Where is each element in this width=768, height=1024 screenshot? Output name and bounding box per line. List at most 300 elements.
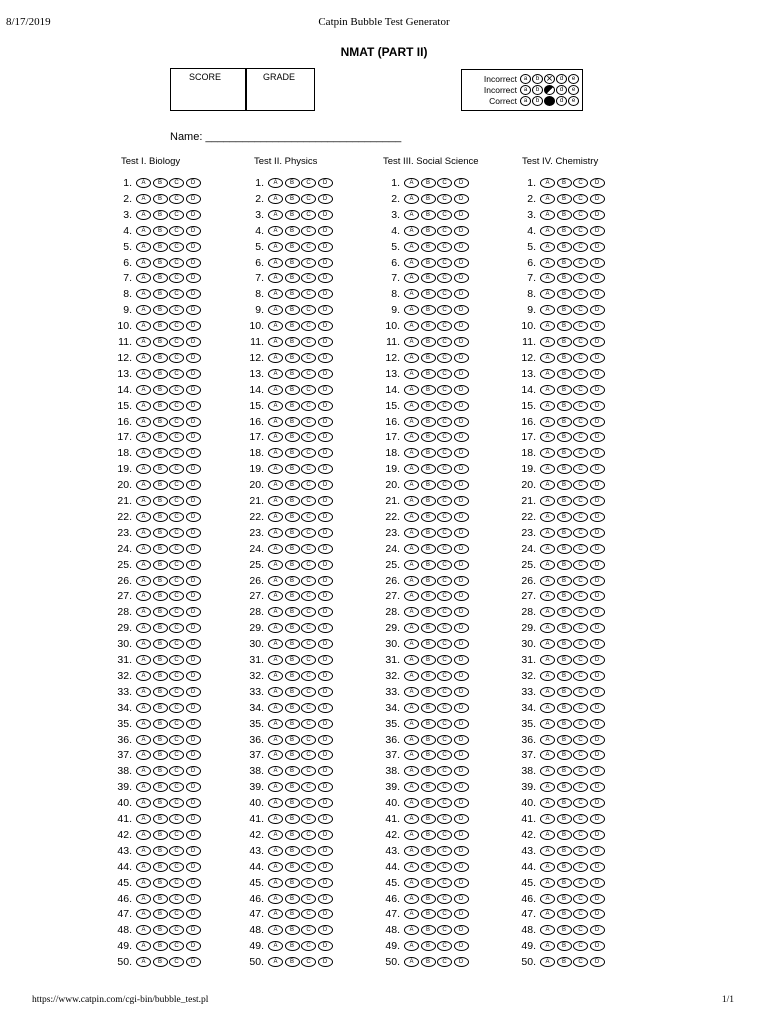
answer-bubble-a[interactable]: A xyxy=(404,607,419,617)
answer-bubble-c[interactable]: C xyxy=(573,894,588,904)
answer-bubble-d[interactable]: D xyxy=(590,750,605,760)
answer-bubble-d[interactable]: D xyxy=(318,560,333,570)
answer-bubble-b[interactable]: B xyxy=(153,226,168,236)
answer-bubble-c[interactable]: C xyxy=(437,703,452,713)
answer-bubble-b[interactable]: B xyxy=(153,544,168,554)
answer-bubble-d[interactable]: D xyxy=(186,178,201,188)
answer-bubble-c[interactable]: C xyxy=(169,194,184,204)
answer-bubble-b[interactable]: B xyxy=(557,385,572,395)
answer-bubble-b[interactable]: B xyxy=(557,846,572,856)
answer-bubble-a[interactable]: A xyxy=(136,719,151,729)
answer-bubble-c[interactable]: C xyxy=(437,353,452,363)
answer-bubble-a[interactable]: A xyxy=(268,242,283,252)
answer-bubble-c[interactable]: C xyxy=(301,353,316,363)
answer-bubble-b[interactable]: B xyxy=(421,178,436,188)
answer-bubble-a[interactable]: A xyxy=(404,703,419,713)
answer-bubble-c[interactable]: C xyxy=(573,639,588,649)
answer-bubble-a[interactable]: A xyxy=(136,894,151,904)
answer-bubble-b[interactable]: B xyxy=(557,464,572,474)
answer-bubble-b[interactable]: B xyxy=(557,305,572,315)
answer-bubble-a[interactable]: A xyxy=(404,576,419,586)
answer-bubble-d[interactable]: D xyxy=(590,496,605,506)
answer-bubble-b[interactable]: B xyxy=(557,798,572,808)
answer-bubble-c[interactable]: C xyxy=(301,719,316,729)
answer-bubble-c[interactable]: C xyxy=(169,957,184,967)
answer-bubble-c[interactable]: C xyxy=(301,496,316,506)
answer-bubble-b[interactable]: B xyxy=(557,448,572,458)
answer-bubble-c[interactable]: C xyxy=(573,687,588,697)
answer-bubble-c[interactable]: C xyxy=(169,464,184,474)
answer-bubble-c[interactable]: C xyxy=(573,798,588,808)
answer-bubble-b[interactable]: B xyxy=(421,512,436,522)
answer-bubble-a[interactable]: A xyxy=(540,432,555,442)
answer-bubble-c[interactable]: C xyxy=(437,401,452,411)
answer-bubble-a[interactable]: A xyxy=(268,337,283,347)
answer-bubble-d[interactable]: D xyxy=(590,194,605,204)
answer-bubble-b[interactable]: B xyxy=(285,369,300,379)
answer-bubble-a[interactable]: A xyxy=(268,512,283,522)
answer-bubble-d[interactable]: D xyxy=(454,735,469,745)
answer-bubble-a[interactable]: A xyxy=(268,766,283,776)
answer-bubble-b[interactable]: B xyxy=(421,623,436,633)
answer-bubble-d[interactable]: D xyxy=(186,512,201,522)
answer-bubble-b[interactable]: B xyxy=(285,560,300,570)
answer-bubble-d[interactable]: D xyxy=(454,448,469,458)
answer-bubble-b[interactable]: B xyxy=(421,432,436,442)
answer-bubble-d[interactable]: D xyxy=(454,210,469,220)
answer-bubble-a[interactable]: A xyxy=(268,544,283,554)
answer-bubble-b[interactable]: B xyxy=(421,528,436,538)
answer-bubble-a[interactable]: A xyxy=(540,369,555,379)
answer-bubble-a[interactable]: A xyxy=(404,623,419,633)
answer-bubble-c[interactable]: C xyxy=(437,719,452,729)
answer-bubble-c[interactable]: C xyxy=(301,576,316,586)
answer-bubble-d[interactable]: D xyxy=(454,623,469,633)
answer-bubble-a[interactable]: A xyxy=(404,735,419,745)
answer-bubble-c[interactable]: C xyxy=(437,210,452,220)
answer-bubble-b[interactable]: B xyxy=(421,798,436,808)
answer-bubble-c[interactable]: C xyxy=(437,544,452,554)
answer-bubble-d[interactable]: D xyxy=(318,353,333,363)
answer-bubble-b[interactable]: B xyxy=(153,957,168,967)
answer-bubble-b[interactable]: B xyxy=(421,226,436,236)
answer-bubble-b[interactable]: B xyxy=(285,655,300,665)
answer-bubble-a[interactable]: A xyxy=(540,957,555,967)
answer-bubble-b[interactable]: B xyxy=(421,941,436,951)
answer-bubble-c[interactable]: C xyxy=(573,560,588,570)
answer-bubble-b[interactable]: B xyxy=(557,369,572,379)
answer-bubble-d[interactable]: D xyxy=(186,655,201,665)
answer-bubble-a[interactable]: A xyxy=(268,210,283,220)
answer-bubble-b[interactable]: B xyxy=(285,671,300,681)
answer-bubble-c[interactable]: C xyxy=(301,925,316,935)
answer-bubble-d[interactable]: D xyxy=(454,464,469,474)
answer-bubble-c[interactable]: C xyxy=(169,719,184,729)
answer-bubble-b[interactable]: B xyxy=(153,432,168,442)
answer-bubble-a[interactable]: A xyxy=(268,719,283,729)
answer-bubble-b[interactable]: B xyxy=(421,830,436,840)
answer-bubble-b[interactable]: B xyxy=(285,353,300,363)
answer-bubble-c[interactable]: C xyxy=(169,798,184,808)
answer-bubble-c[interactable]: C xyxy=(573,655,588,665)
answer-bubble-a[interactable]: A xyxy=(136,528,151,538)
answer-bubble-d[interactable]: D xyxy=(590,607,605,617)
answer-bubble-d[interactable]: D xyxy=(454,432,469,442)
answer-bubble-a[interactable]: A xyxy=(136,432,151,442)
answer-bubble-b[interactable]: B xyxy=(421,591,436,601)
answer-bubble-a[interactable]: A xyxy=(540,687,555,697)
answer-bubble-a[interactable]: A xyxy=(540,846,555,856)
answer-bubble-c[interactable]: C xyxy=(573,528,588,538)
answer-bubble-c[interactable]: C xyxy=(301,671,316,681)
answer-bubble-d[interactable]: D xyxy=(318,846,333,856)
answer-bubble-a[interactable]: A xyxy=(540,766,555,776)
answer-bubble-b[interactable]: B xyxy=(421,703,436,713)
answer-bubble-b[interactable]: B xyxy=(153,385,168,395)
answer-bubble-b[interactable]: B xyxy=(153,830,168,840)
answer-bubble-b[interactable]: B xyxy=(153,337,168,347)
answer-bubble-b[interactable]: B xyxy=(557,512,572,522)
answer-bubble-b[interactable]: B xyxy=(285,242,300,252)
answer-bubble-a[interactable]: A xyxy=(540,862,555,872)
answer-bubble-c[interactable]: C xyxy=(301,591,316,601)
answer-bubble-d[interactable]: D xyxy=(454,862,469,872)
answer-bubble-b[interactable]: B xyxy=(153,623,168,633)
answer-bubble-b[interactable]: B xyxy=(421,544,436,554)
answer-bubble-a[interactable]: A xyxy=(136,448,151,458)
answer-bubble-b[interactable]: B xyxy=(153,496,168,506)
answer-bubble-b[interactable]: B xyxy=(285,210,300,220)
answer-bubble-a[interactable]: A xyxy=(540,623,555,633)
answer-bubble-b[interactable]: B xyxy=(421,273,436,283)
answer-bubble-d[interactable]: D xyxy=(590,544,605,554)
answer-bubble-a[interactable]: A xyxy=(136,210,151,220)
answer-bubble-a[interactable]: A xyxy=(540,480,555,490)
answer-bubble-c[interactable]: C xyxy=(573,258,588,268)
answer-bubble-d[interactable]: D xyxy=(318,401,333,411)
answer-bubble-a[interactable]: A xyxy=(136,242,151,252)
answer-bubble-d[interactable]: D xyxy=(454,194,469,204)
answer-bubble-c[interactable]: C xyxy=(573,878,588,888)
answer-bubble-b[interactable]: B xyxy=(421,814,436,824)
answer-bubble-a[interactable]: A xyxy=(404,432,419,442)
answer-bubble-b[interactable]: B xyxy=(421,639,436,649)
answer-bubble-b[interactable]: B xyxy=(285,194,300,204)
answer-bubble-c[interactable]: C xyxy=(301,560,316,570)
answer-bubble-b[interactable]: B xyxy=(285,401,300,411)
answer-bubble-d[interactable]: D xyxy=(590,178,605,188)
answer-bubble-b[interactable]: B xyxy=(285,719,300,729)
answer-bubble-c[interactable]: C xyxy=(437,878,452,888)
answer-bubble-b[interactable]: B xyxy=(285,957,300,967)
answer-bubble-b[interactable]: B xyxy=(153,798,168,808)
answer-bubble-c[interactable]: C xyxy=(573,591,588,601)
answer-bubble-a[interactable]: A xyxy=(268,273,283,283)
answer-bubble-c[interactable]: C xyxy=(437,830,452,840)
answer-bubble-d[interactable]: D xyxy=(318,735,333,745)
answer-bubble-b[interactable]: B xyxy=(285,735,300,745)
answer-bubble-a[interactable]: A xyxy=(268,591,283,601)
answer-bubble-b[interactable]: B xyxy=(153,369,168,379)
answer-bubble-b[interactable]: B xyxy=(285,623,300,633)
answer-bubble-a[interactable]: A xyxy=(136,337,151,347)
answer-bubble-b[interactable]: B xyxy=(557,766,572,776)
answer-bubble-d[interactable]: D xyxy=(318,369,333,379)
answer-bubble-c[interactable]: C xyxy=(301,417,316,427)
answer-bubble-b[interactable]: B xyxy=(285,544,300,554)
answer-bubble-d[interactable]: D xyxy=(454,385,469,395)
answer-bubble-d[interactable]: D xyxy=(590,878,605,888)
answer-bubble-c[interactable]: C xyxy=(301,798,316,808)
answer-bubble-d[interactable]: D xyxy=(590,687,605,697)
answer-bubble-a[interactable]: A xyxy=(404,798,419,808)
answer-bubble-d[interactable]: D xyxy=(186,894,201,904)
answer-bubble-d[interactable]: D xyxy=(318,719,333,729)
answer-bubble-a[interactable]: A xyxy=(268,401,283,411)
answer-bubble-a[interactable]: A xyxy=(268,607,283,617)
answer-bubble-c[interactable]: C xyxy=(169,607,184,617)
answer-bubble-b[interactable]: B xyxy=(421,242,436,252)
answer-bubble-c[interactable]: C xyxy=(169,782,184,792)
answer-bubble-d[interactable]: D xyxy=(454,687,469,697)
answer-bubble-a[interactable]: A xyxy=(268,909,283,919)
answer-bubble-c[interactable]: C xyxy=(169,385,184,395)
answer-bubble-c[interactable]: C xyxy=(573,448,588,458)
answer-bubble-c[interactable]: C xyxy=(573,925,588,935)
answer-bubble-b[interactable]: B xyxy=(285,925,300,935)
answer-bubble-a[interactable]: A xyxy=(136,846,151,856)
answer-bubble-c[interactable]: C xyxy=(301,528,316,538)
answer-bubble-d[interactable]: D xyxy=(590,846,605,856)
answer-bubble-c[interactable]: C xyxy=(573,623,588,633)
answer-bubble-b[interactable]: B xyxy=(153,639,168,649)
answer-bubble-a[interactable]: A xyxy=(404,671,419,681)
answer-bubble-b[interactable]: B xyxy=(285,337,300,347)
answer-bubble-d[interactable]: D xyxy=(454,909,469,919)
answer-bubble-d[interactable]: D xyxy=(318,623,333,633)
answer-bubble-a[interactable]: A xyxy=(540,528,555,538)
answer-bubble-d[interactable]: D xyxy=(318,385,333,395)
answer-bubble-d[interactable]: D xyxy=(454,798,469,808)
answer-bubble-a[interactable]: A xyxy=(404,210,419,220)
answer-bubble-c[interactable]: C xyxy=(437,464,452,474)
answer-bubble-a[interactable]: A xyxy=(540,273,555,283)
answer-bubble-c[interactable]: C xyxy=(573,464,588,474)
answer-bubble-d[interactable]: D xyxy=(186,337,201,347)
answer-bubble-d[interactable]: D xyxy=(590,655,605,665)
answer-bubble-a[interactable]: A xyxy=(268,878,283,888)
answer-bubble-c[interactable]: C xyxy=(301,846,316,856)
answer-bubble-c[interactable]: C xyxy=(573,321,588,331)
answer-bubble-d[interactable]: D xyxy=(454,480,469,490)
answer-bubble-d[interactable]: D xyxy=(590,353,605,363)
answer-bubble-c[interactable]: C xyxy=(437,480,452,490)
answer-bubble-d[interactable]: D xyxy=(454,846,469,856)
answer-bubble-a[interactable]: A xyxy=(136,878,151,888)
answer-bubble-d[interactable]: D xyxy=(318,194,333,204)
answer-bubble-a[interactable]: A xyxy=(404,337,419,347)
answer-bubble-d[interactable]: D xyxy=(318,496,333,506)
answer-bubble-a[interactable]: A xyxy=(404,782,419,792)
answer-bubble-b[interactable]: B xyxy=(285,496,300,506)
answer-bubble-a[interactable]: A xyxy=(404,528,419,538)
answer-bubble-b[interactable]: B xyxy=(153,735,168,745)
answer-bubble-b[interactable]: B xyxy=(421,687,436,697)
answer-bubble-c[interactable]: C xyxy=(573,289,588,299)
answer-bubble-b[interactable]: B xyxy=(421,464,436,474)
answer-bubble-b[interactable]: B xyxy=(285,258,300,268)
answer-bubble-c[interactable]: C xyxy=(301,814,316,824)
answer-bubble-a[interactable]: A xyxy=(404,862,419,872)
answer-bubble-c[interactable]: C xyxy=(573,496,588,506)
answer-bubble-d[interactable]: D xyxy=(454,655,469,665)
answer-bubble-a[interactable]: A xyxy=(540,289,555,299)
answer-bubble-c[interactable]: C xyxy=(169,432,184,442)
answer-bubble-a[interactable]: A xyxy=(136,417,151,427)
answer-bubble-b[interactable]: B xyxy=(153,194,168,204)
answer-bubble-c[interactable]: C xyxy=(437,178,452,188)
answer-bubble-c[interactable]: C xyxy=(573,194,588,204)
answer-bubble-c[interactable]: C xyxy=(169,528,184,538)
answer-bubble-b[interactable]: B xyxy=(285,703,300,713)
answer-bubble-d[interactable]: D xyxy=(590,591,605,601)
answer-bubble-c[interactable]: C xyxy=(437,321,452,331)
answer-bubble-b[interactable]: B xyxy=(153,846,168,856)
answer-bubble-a[interactable]: A xyxy=(404,369,419,379)
answer-bubble-a[interactable]: A xyxy=(404,480,419,490)
answer-bubble-c[interactable]: C xyxy=(573,703,588,713)
answer-bubble-d[interactable]: D xyxy=(454,369,469,379)
answer-bubble-c[interactable]: C xyxy=(437,448,452,458)
answer-bubble-a[interactable]: A xyxy=(540,782,555,792)
answer-bubble-b[interactable]: B xyxy=(421,448,436,458)
answer-bubble-b[interactable]: B xyxy=(153,480,168,490)
answer-bubble-b[interactable]: B xyxy=(153,671,168,681)
answer-bubble-b[interactable]: B xyxy=(153,560,168,570)
answer-bubble-d[interactable]: D xyxy=(186,607,201,617)
answer-bubble-a[interactable]: A xyxy=(540,750,555,760)
answer-bubble-b[interactable]: B xyxy=(153,258,168,268)
answer-bubble-c[interactable]: C xyxy=(169,289,184,299)
answer-bubble-c[interactable]: C xyxy=(301,432,316,442)
answer-bubble-a[interactable]: A xyxy=(136,687,151,697)
answer-bubble-a[interactable]: A xyxy=(268,417,283,427)
answer-bubble-b[interactable]: B xyxy=(421,766,436,776)
answer-bubble-b[interactable]: B xyxy=(285,305,300,315)
answer-bubble-a[interactable]: A xyxy=(268,289,283,299)
answer-bubble-b[interactable]: B xyxy=(153,401,168,411)
answer-bubble-a[interactable]: A xyxy=(404,464,419,474)
answer-bubble-d[interactable]: D xyxy=(590,862,605,872)
answer-bubble-d[interactable]: D xyxy=(454,353,469,363)
answer-bubble-a[interactable]: A xyxy=(136,862,151,872)
answer-bubble-d[interactable]: D xyxy=(186,305,201,315)
answer-bubble-d[interactable]: D xyxy=(318,417,333,427)
answer-bubble-a[interactable]: A xyxy=(540,798,555,808)
answer-bubble-d[interactable]: D xyxy=(590,894,605,904)
answer-bubble-c[interactable]: C xyxy=(573,273,588,283)
answer-bubble-d[interactable]: D xyxy=(590,576,605,586)
answer-bubble-b[interactable]: B xyxy=(285,576,300,586)
answer-bubble-b[interactable]: B xyxy=(153,941,168,951)
answer-bubble-c[interactable]: C xyxy=(437,258,452,268)
answer-bubble-d[interactable]: D xyxy=(318,432,333,442)
answer-bubble-b[interactable]: B xyxy=(421,305,436,315)
answer-bubble-b[interactable]: B xyxy=(285,448,300,458)
answer-bubble-a[interactable]: A xyxy=(268,178,283,188)
answer-bubble-a[interactable]: A xyxy=(136,178,151,188)
answer-bubble-b[interactable]: B xyxy=(153,353,168,363)
answer-bubble-b[interactable]: B xyxy=(153,878,168,888)
answer-bubble-b[interactable]: B xyxy=(153,576,168,586)
answer-bubble-d[interactable]: D xyxy=(186,878,201,888)
answer-bubble-b[interactable]: B xyxy=(421,496,436,506)
answer-bubble-c[interactable]: C xyxy=(169,448,184,458)
answer-bubble-c[interactable]: C xyxy=(301,242,316,252)
answer-bubble-b[interactable]: B xyxy=(557,258,572,268)
answer-bubble-b[interactable]: B xyxy=(557,687,572,697)
answer-bubble-d[interactable]: D xyxy=(186,814,201,824)
answer-bubble-a[interactable]: A xyxy=(268,894,283,904)
answer-bubble-d[interactable]: D xyxy=(318,798,333,808)
answer-bubble-b[interactable]: B xyxy=(557,591,572,601)
answer-bubble-d[interactable]: D xyxy=(186,226,201,236)
answer-bubble-c[interactable]: C xyxy=(301,639,316,649)
answer-bubble-c[interactable]: C xyxy=(437,576,452,586)
answer-bubble-a[interactable]: A xyxy=(136,464,151,474)
answer-bubble-d[interactable]: D xyxy=(318,655,333,665)
answer-bubble-a[interactable]: A xyxy=(540,305,555,315)
answer-bubble-c[interactable]: C xyxy=(169,480,184,490)
answer-bubble-c[interactable]: C xyxy=(573,607,588,617)
answer-bubble-b[interactable]: B xyxy=(421,337,436,347)
answer-bubble-b[interactable]: B xyxy=(285,273,300,283)
answer-bubble-b[interactable]: B xyxy=(421,289,436,299)
answer-bubble-b[interactable]: B xyxy=(421,194,436,204)
answer-bubble-a[interactable]: A xyxy=(404,894,419,904)
answer-bubble-d[interactable]: D xyxy=(590,210,605,220)
answer-bubble-c[interactable]: C xyxy=(573,735,588,745)
answer-bubble-c[interactable]: C xyxy=(169,496,184,506)
answer-bubble-a[interactable]: A xyxy=(136,639,151,649)
answer-bubble-c[interactable]: C xyxy=(169,814,184,824)
answer-bubble-d[interactable]: D xyxy=(454,242,469,252)
answer-bubble-a[interactable]: A xyxy=(136,607,151,617)
answer-bubble-a[interactable]: A xyxy=(136,655,151,665)
answer-bubble-c[interactable]: C xyxy=(301,464,316,474)
answer-bubble-d[interactable]: D xyxy=(318,576,333,586)
answer-bubble-c[interactable]: C xyxy=(169,687,184,697)
answer-bubble-d[interactable]: D xyxy=(454,957,469,967)
answer-bubble-d[interactable]: D xyxy=(318,337,333,347)
answer-bubble-c[interactable]: C xyxy=(169,909,184,919)
answer-bubble-a[interactable]: A xyxy=(540,909,555,919)
answer-bubble-d[interactable]: D xyxy=(590,226,605,236)
answer-bubble-d[interactable]: D xyxy=(318,814,333,824)
answer-bubble-c[interactable]: C xyxy=(301,830,316,840)
answer-bubble-b[interactable]: B xyxy=(285,941,300,951)
answer-bubble-a[interactable]: A xyxy=(268,941,283,951)
answer-bubble-d[interactable]: D xyxy=(454,814,469,824)
answer-bubble-a[interactable]: A xyxy=(268,448,283,458)
answer-bubble-c[interactable]: C xyxy=(437,432,452,442)
answer-bubble-d[interactable]: D xyxy=(186,862,201,872)
answer-bubble-a[interactable]: A xyxy=(540,242,555,252)
answer-bubble-c[interactable]: C xyxy=(437,735,452,745)
answer-bubble-b[interactable]: B xyxy=(557,750,572,760)
answer-bubble-a[interactable]: A xyxy=(540,353,555,363)
answer-bubble-d[interactable]: D xyxy=(454,258,469,268)
